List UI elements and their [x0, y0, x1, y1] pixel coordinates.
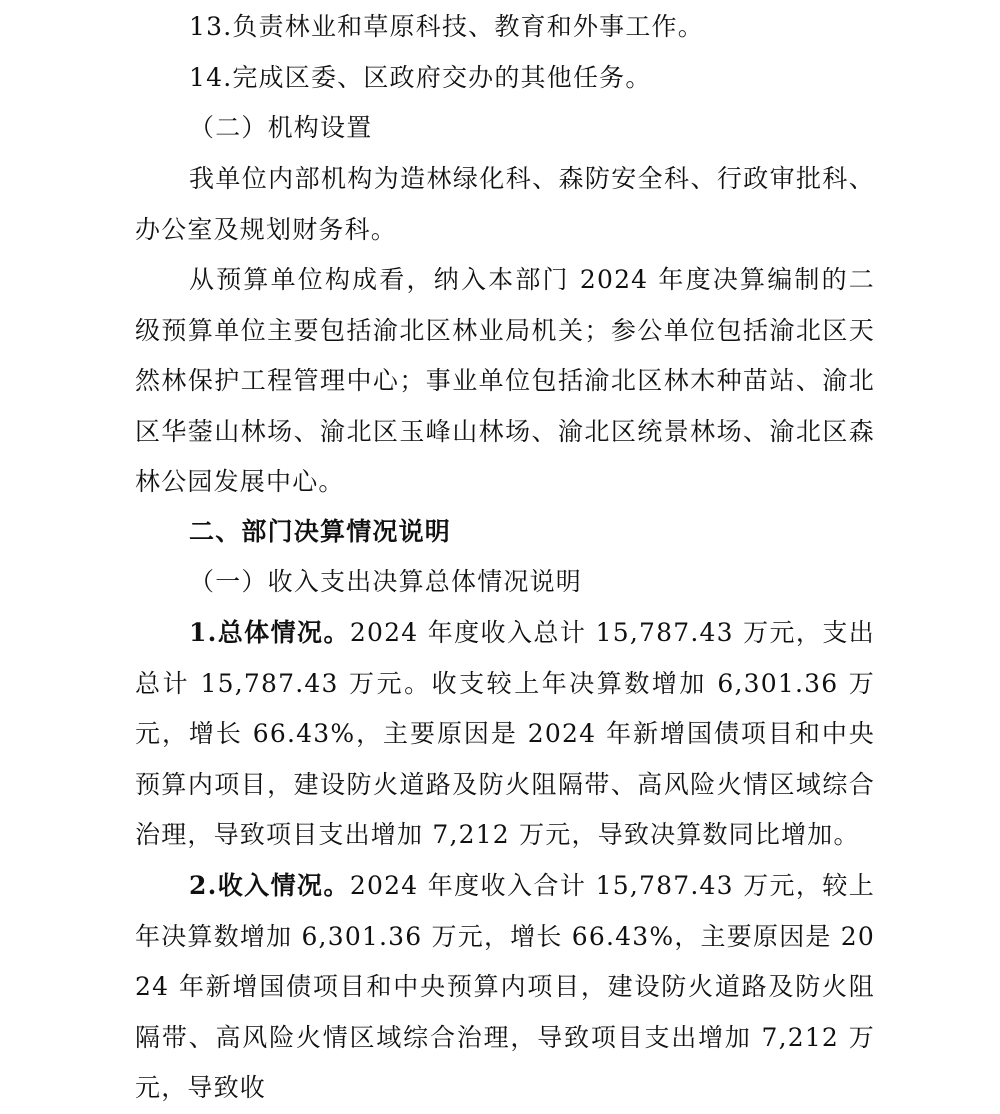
- org-paragraph: [135, 154, 875, 255]
- budget-units-paragraph-text: 从预算单位构成看，纳入本部门 2024 年度决算编制的二级预算单位主要包括渝北区林业局机关；参公单位包括渝北区天然林保护工程管理中心；事业单位包括渝北区林木种苗站、渝北区华蓥山林场、渝北区玉峰山林场、渝北区统景林场、渝北区森林公园发展中心。: [135, 265, 875, 496]
- org-paragraph-text: 我单位内部机构为造林绿化科、森防安全科、行政审批科、办公室及规划财务科。: [135, 164, 875, 244]
- item-13-text: 13.负责林业和草原科技、教育和外事工作。: [189, 12, 704, 41]
- subsection-1-heading: [135, 557, 875, 608]
- income-body: 2024 年度收入合计 15,787.43 万元，较上年决算数增加 6,301.36 万元，增长 66.43%，主要原因是 2024 年新增国债项目和中央预算内项目，建设防火道路及防火阻隔带、高风险火情区域综合治理，导致项目支出增加 7,212 万元，导致收: [135, 871, 875, 1102]
- income-lead: 2.收入情况。: [189, 871, 350, 900]
- overall-paragraph-text: [135, 608, 875, 861]
- item-13: [135, 2, 875, 53]
- overall-body: 2024 年度收入总计 15,787.43 万元，支出总计 15,787.43 万元。收支较上年决算数增加 6,301.36 万元，增长 66.43%，主要原因是 2024 年新增国债项目和中央预算内项目，建设防火道路及防火阻隔带、高风险火情区域综合治理，导致项目支出增加 7,212 万元，导致决算数同比增加。: [135, 618, 875, 849]
- overall-lead: 1.总体情况。: [189, 618, 350, 647]
- item-14: [135, 53, 875, 104]
- section-2-heading: [135, 507, 875, 558]
- section-2-heading-text: 二、部门决算情况说明: [189, 517, 452, 546]
- overall-paragraph: [135, 608, 875, 861]
- item-14-text: 14.完成区委、区政府交办的其他任务。: [189, 63, 652, 92]
- section-org-heading-text: （二）机构设置: [189, 113, 373, 142]
- income-paragraph: [135, 861, 875, 1114]
- subsection-1-heading-text: （一）收入支出决算总体情况说明: [189, 567, 583, 596]
- budget-units-paragraph: [135, 255, 875, 508]
- section-org-heading: [135, 103, 875, 154]
- income-paragraph-text: [135, 861, 875, 1114]
